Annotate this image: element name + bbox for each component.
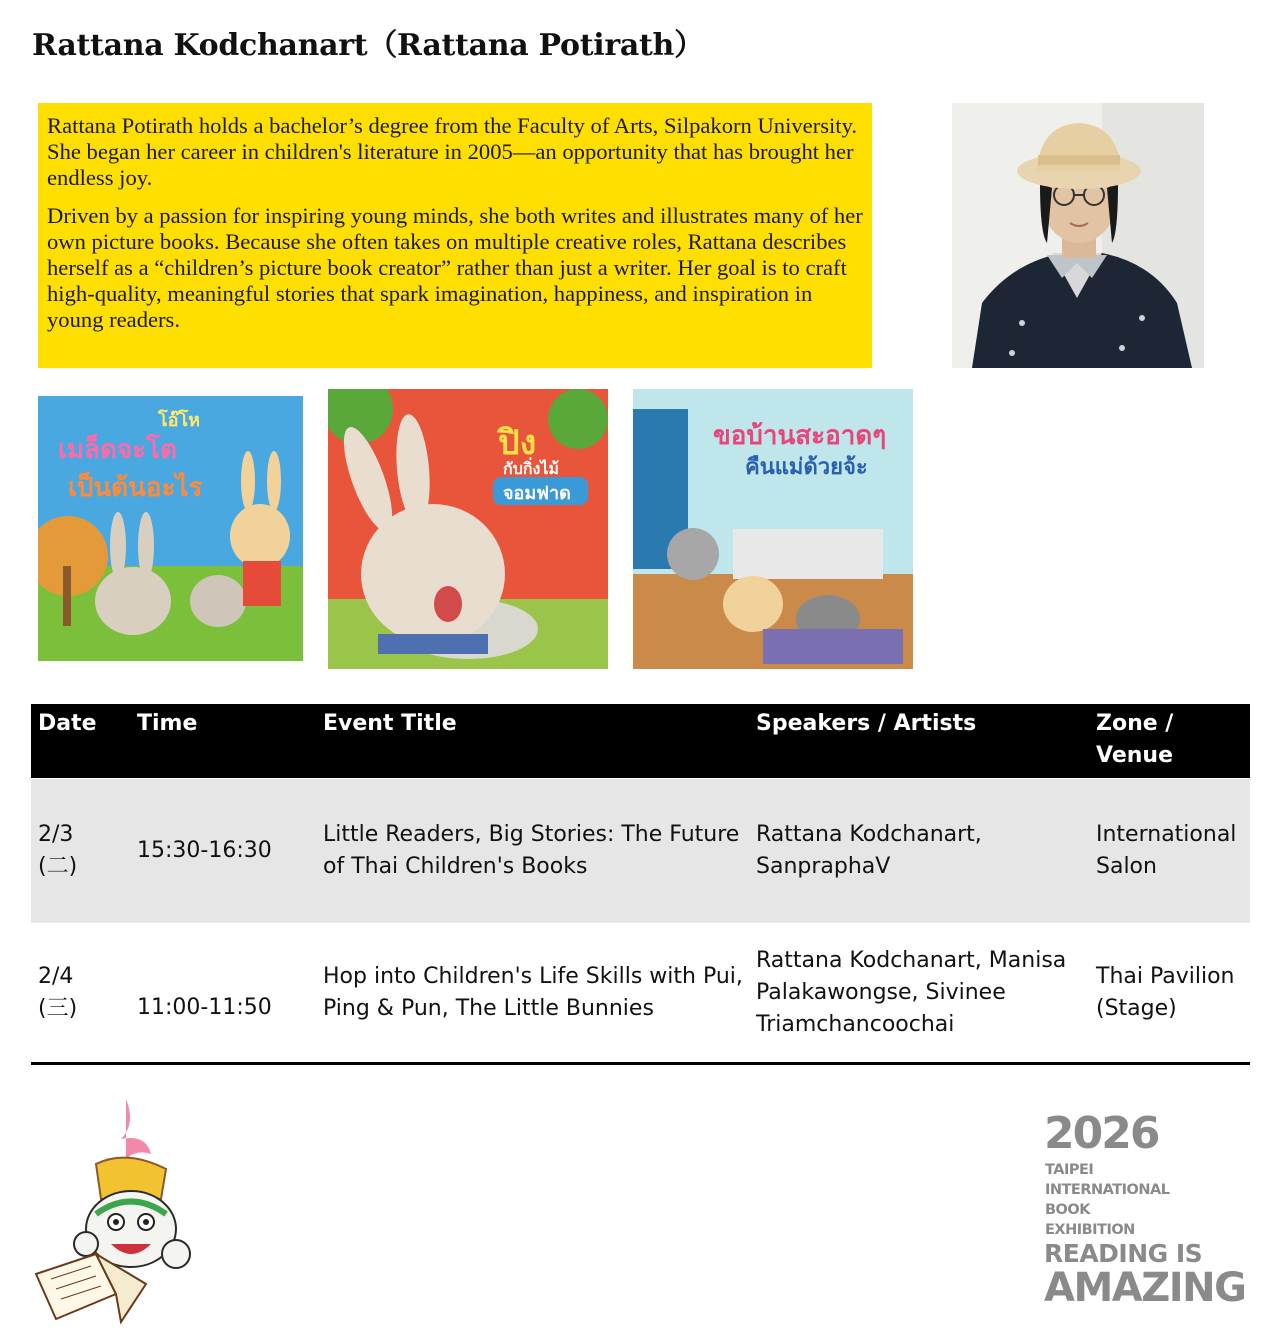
book-cover-2 (328, 389, 608, 669)
row-zone-line1: Thai Pavilion (1096, 963, 1235, 989)
logo-line-3: BOOK (1045, 1202, 1090, 1218)
author-portrait (952, 103, 1204, 368)
row-date-weekday: (三) (38, 995, 78, 1021)
book-2-title-line3: จอมฟาด (503, 483, 571, 504)
book-1-title-line2: เมล็ดจะโต (58, 435, 177, 465)
book-cover-1-art (38, 396, 303, 661)
row-zone-line2: (Stage) (1096, 995, 1177, 1021)
logo-tagline-1: READING IS (1044, 1239, 1203, 1268)
row-date (31, 819, 130, 883)
row-event-title (316, 819, 749, 883)
bio-paragraph-1: Rattana Potirath holds a bachelor’s degree from the Faculty of Arts, Silpakorn University. She began her career in children's literature in 2005—an opportunity that has brought her endless joy. (47, 113, 858, 190)
page-title: Rattana Kodchanart（Rattana Potirath） (32, 28, 704, 63)
header-speakers: Speakers / Artists (756, 711, 977, 736)
logo-year: 2026 (1044, 1108, 1159, 1159)
header-time: Time (137, 711, 198, 736)
header-zone (1089, 708, 1250, 772)
book-2-title-line2: กับกิ่งไม้ (503, 459, 559, 478)
table-header (31, 704, 1250, 778)
row-speakers-line1: Rattana Kodchanart, (756, 822, 982, 847)
logo-line-2: INTERNATIONAL (1045, 1182, 1170, 1198)
event-schedule-table (31, 704, 1250, 1065)
row-date (31, 961, 130, 1025)
logo-exhibition-name (1045, 1160, 1169, 1240)
row-time: 11:00-11:50 (137, 995, 272, 1020)
logo-line-4: EXHIBITION (1045, 1222, 1135, 1238)
row-speakers-line2: Palakawongse, Sivinee (756, 979, 1006, 1005)
row-event-line2: Ping & Pun, The Little Bunnies (323, 995, 654, 1021)
book-cover-1 (38, 396, 303, 661)
row-zone (1089, 961, 1250, 1025)
bio-box (38, 103, 872, 368)
logo-tagline-2: AMAZING (1044, 1265, 1246, 1311)
book-cover-3-art (633, 389, 913, 669)
row-event-line2: of Thai Children's Books (323, 854, 588, 879)
table-row (31, 923, 1250, 1065)
row-zone-line2: Salon (1096, 854, 1157, 879)
book-1-title-line1: โอ๊โห (158, 410, 201, 431)
row-date-weekday: (二) (38, 854, 78, 879)
tibe-2026-logo (1040, 1110, 1260, 1310)
row-speakers (749, 819, 1089, 883)
header-zone-line2: Venue (1096, 743, 1173, 768)
header-event-title: Event Title (323, 711, 457, 736)
row-date-day: 2/4 (38, 963, 74, 989)
row-speakers-line3: Triamchancoochai (756, 1011, 955, 1037)
book-3-title-line2: คืนแม่ด้วยจ้ะ (745, 455, 868, 480)
header-zone-line1: Zone / (1096, 711, 1174, 736)
row-event-title (316, 961, 749, 1025)
row-speakers-line1: Rattana Kodchanart, Manisa (756, 947, 1067, 973)
logo-line-1: TAIPEI (1045, 1162, 1094, 1178)
book-cover-3 (633, 389, 913, 669)
row-speakers-line2: SanpraphaV (756, 854, 891, 879)
book-cover-2-art (328, 389, 608, 669)
book-1-title-line3: เป็นต้นอะไร (68, 473, 203, 503)
row-date-day: 2/3 (38, 822, 74, 847)
row-zone-line1: International (1096, 822, 1237, 847)
table-row (31, 779, 1250, 923)
bio-paragraph-2: Driven by a passion for inspiring young minds, she both writes and illustrates many of her own picture books. Because she often takes on multiple creative roles, Rattana describes herself as a “children’s picture book creator” rather than just a writer. Her goal is to craft high-quality, meaningful stories that spark imagination, happiness, and inspiration in young readers. (47, 203, 863, 332)
row-speakers (749, 945, 1089, 1041)
book-2-title-line1: ปิง (498, 423, 537, 463)
thai-pavilion-mascot-logo (26, 1094, 206, 1326)
row-time: 15:30-16:30 (137, 838, 272, 863)
mascot-illustration (26, 1094, 206, 1326)
portrait-illustration (952, 103, 1204, 368)
book-3-title-line1: ขอบ้านสะอาดๆ (713, 421, 887, 451)
row-event-line1: Little Readers, Big Stories: The Future (323, 822, 740, 847)
header-date: Date (38, 711, 97, 736)
row-zone (1089, 819, 1250, 883)
row-event-line1: Hop into Children's Life Skills with Pui, (323, 963, 743, 989)
